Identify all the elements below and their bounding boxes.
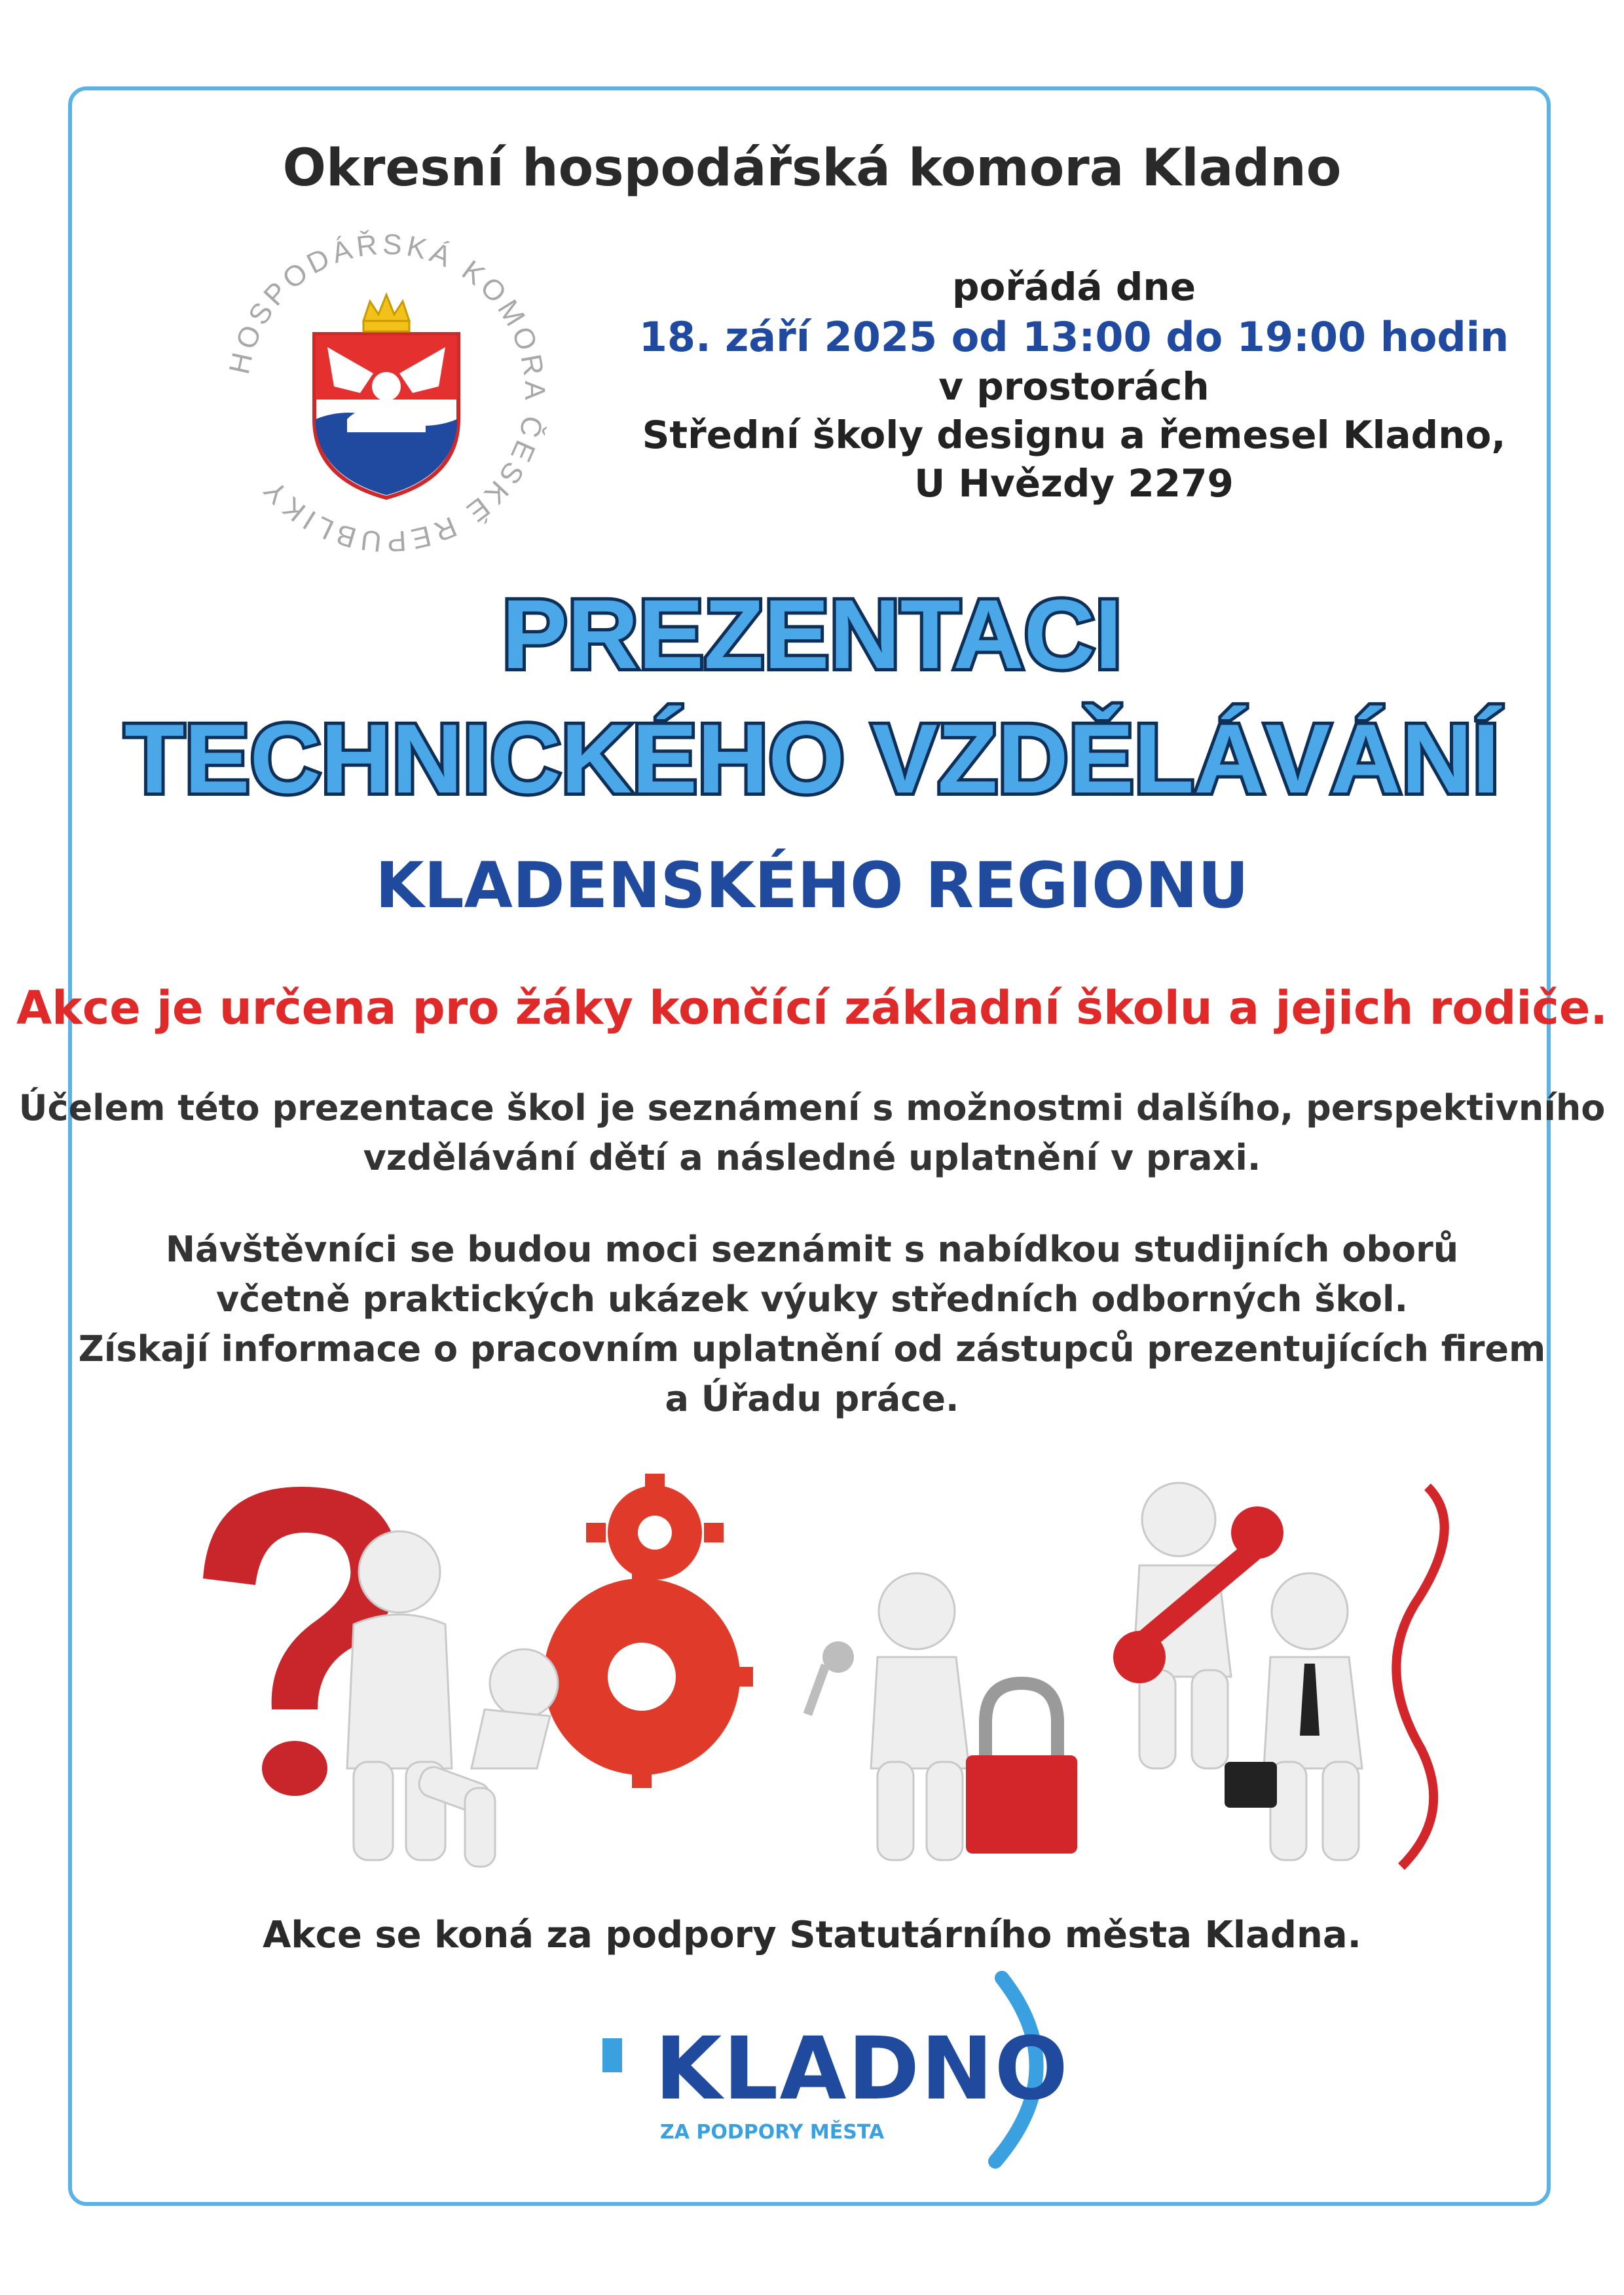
headline <box>0 576 1624 799</box>
organizer-title: Okresní hospodářská komora Kladno <box>282 139 1342 198</box>
keys-icon <box>803 1641 854 1716</box>
event-address: U Hvězdy 2279 <box>914 461 1234 506</box>
headline-line-2: TECHNICKÉHO VZDĚLÁVÁNÍ <box>124 703 1500 799</box>
logo-ring-text: HOSPODÁŘSKÁ KOMORA ČESKÉ REPUBLIKY <box>223 228 551 558</box>
paragraph-2-line-2: včetně praktických ukázek výuky středních odborných škol. <box>216 1278 1408 1320</box>
illustration <box>183 1461 1480 1880</box>
headline-line-1: PREZENTACI <box>502 579 1122 689</box>
thinking-figure-icon <box>347 1531 452 1860</box>
headline-subtitle: KLADENSKÉHO REGIONU <box>375 849 1249 922</box>
chamber-logo <box>216 223 557 563</box>
support-note: Akce se koná za podpory Statutárního města Kladna. <box>263 1914 1361 1956</box>
gears-icon <box>530 1474 753 1788</box>
paragraph-1-line-1: Účelem této prezentace škol je seznámení s možnostmi dalšího, perspektivního <box>18 1087 1606 1129</box>
event-date-time: 18. září 2025 od 13:00 do 19:00 hodin <box>638 313 1509 361</box>
kladno-tagline: ZA PODPORY MĚSTA <box>660 2121 885 2144</box>
event-intro: pořádá dne <box>951 265 1196 309</box>
paragraph-2-line-1: Návštěvníci se budou moci seznámit s nabídkou studijních oborů <box>165 1229 1459 1270</box>
event-location-intro: v prostorách <box>938 364 1209 409</box>
paragraph-2-line-3: Získají informace o pracovním uplatnění od zástupců prezentujících firem <box>78 1328 1546 1370</box>
event-venue: Střední školy designu a řemesel Kladno, <box>642 413 1506 457</box>
briefcase-icon <box>1225 1762 1277 1808</box>
audience-text: Akce je určena pro žáky končící základní školu a jejich rodiče. <box>16 981 1608 1035</box>
cable-icon <box>1396 1487 1444 1867</box>
kladno-wordmark: KLADNO <box>655 2019 1069 2119</box>
key-holder-figure-icon <box>871 1573 969 1860</box>
padlock-icon <box>966 1683 1077 1854</box>
paragraph-1-line-2: vzdělávání dětí a následné uplatnění v praxi. <box>363 1137 1261 1178</box>
paragraph-2-line-4: a Úřadu práce. <box>665 1378 959 1419</box>
